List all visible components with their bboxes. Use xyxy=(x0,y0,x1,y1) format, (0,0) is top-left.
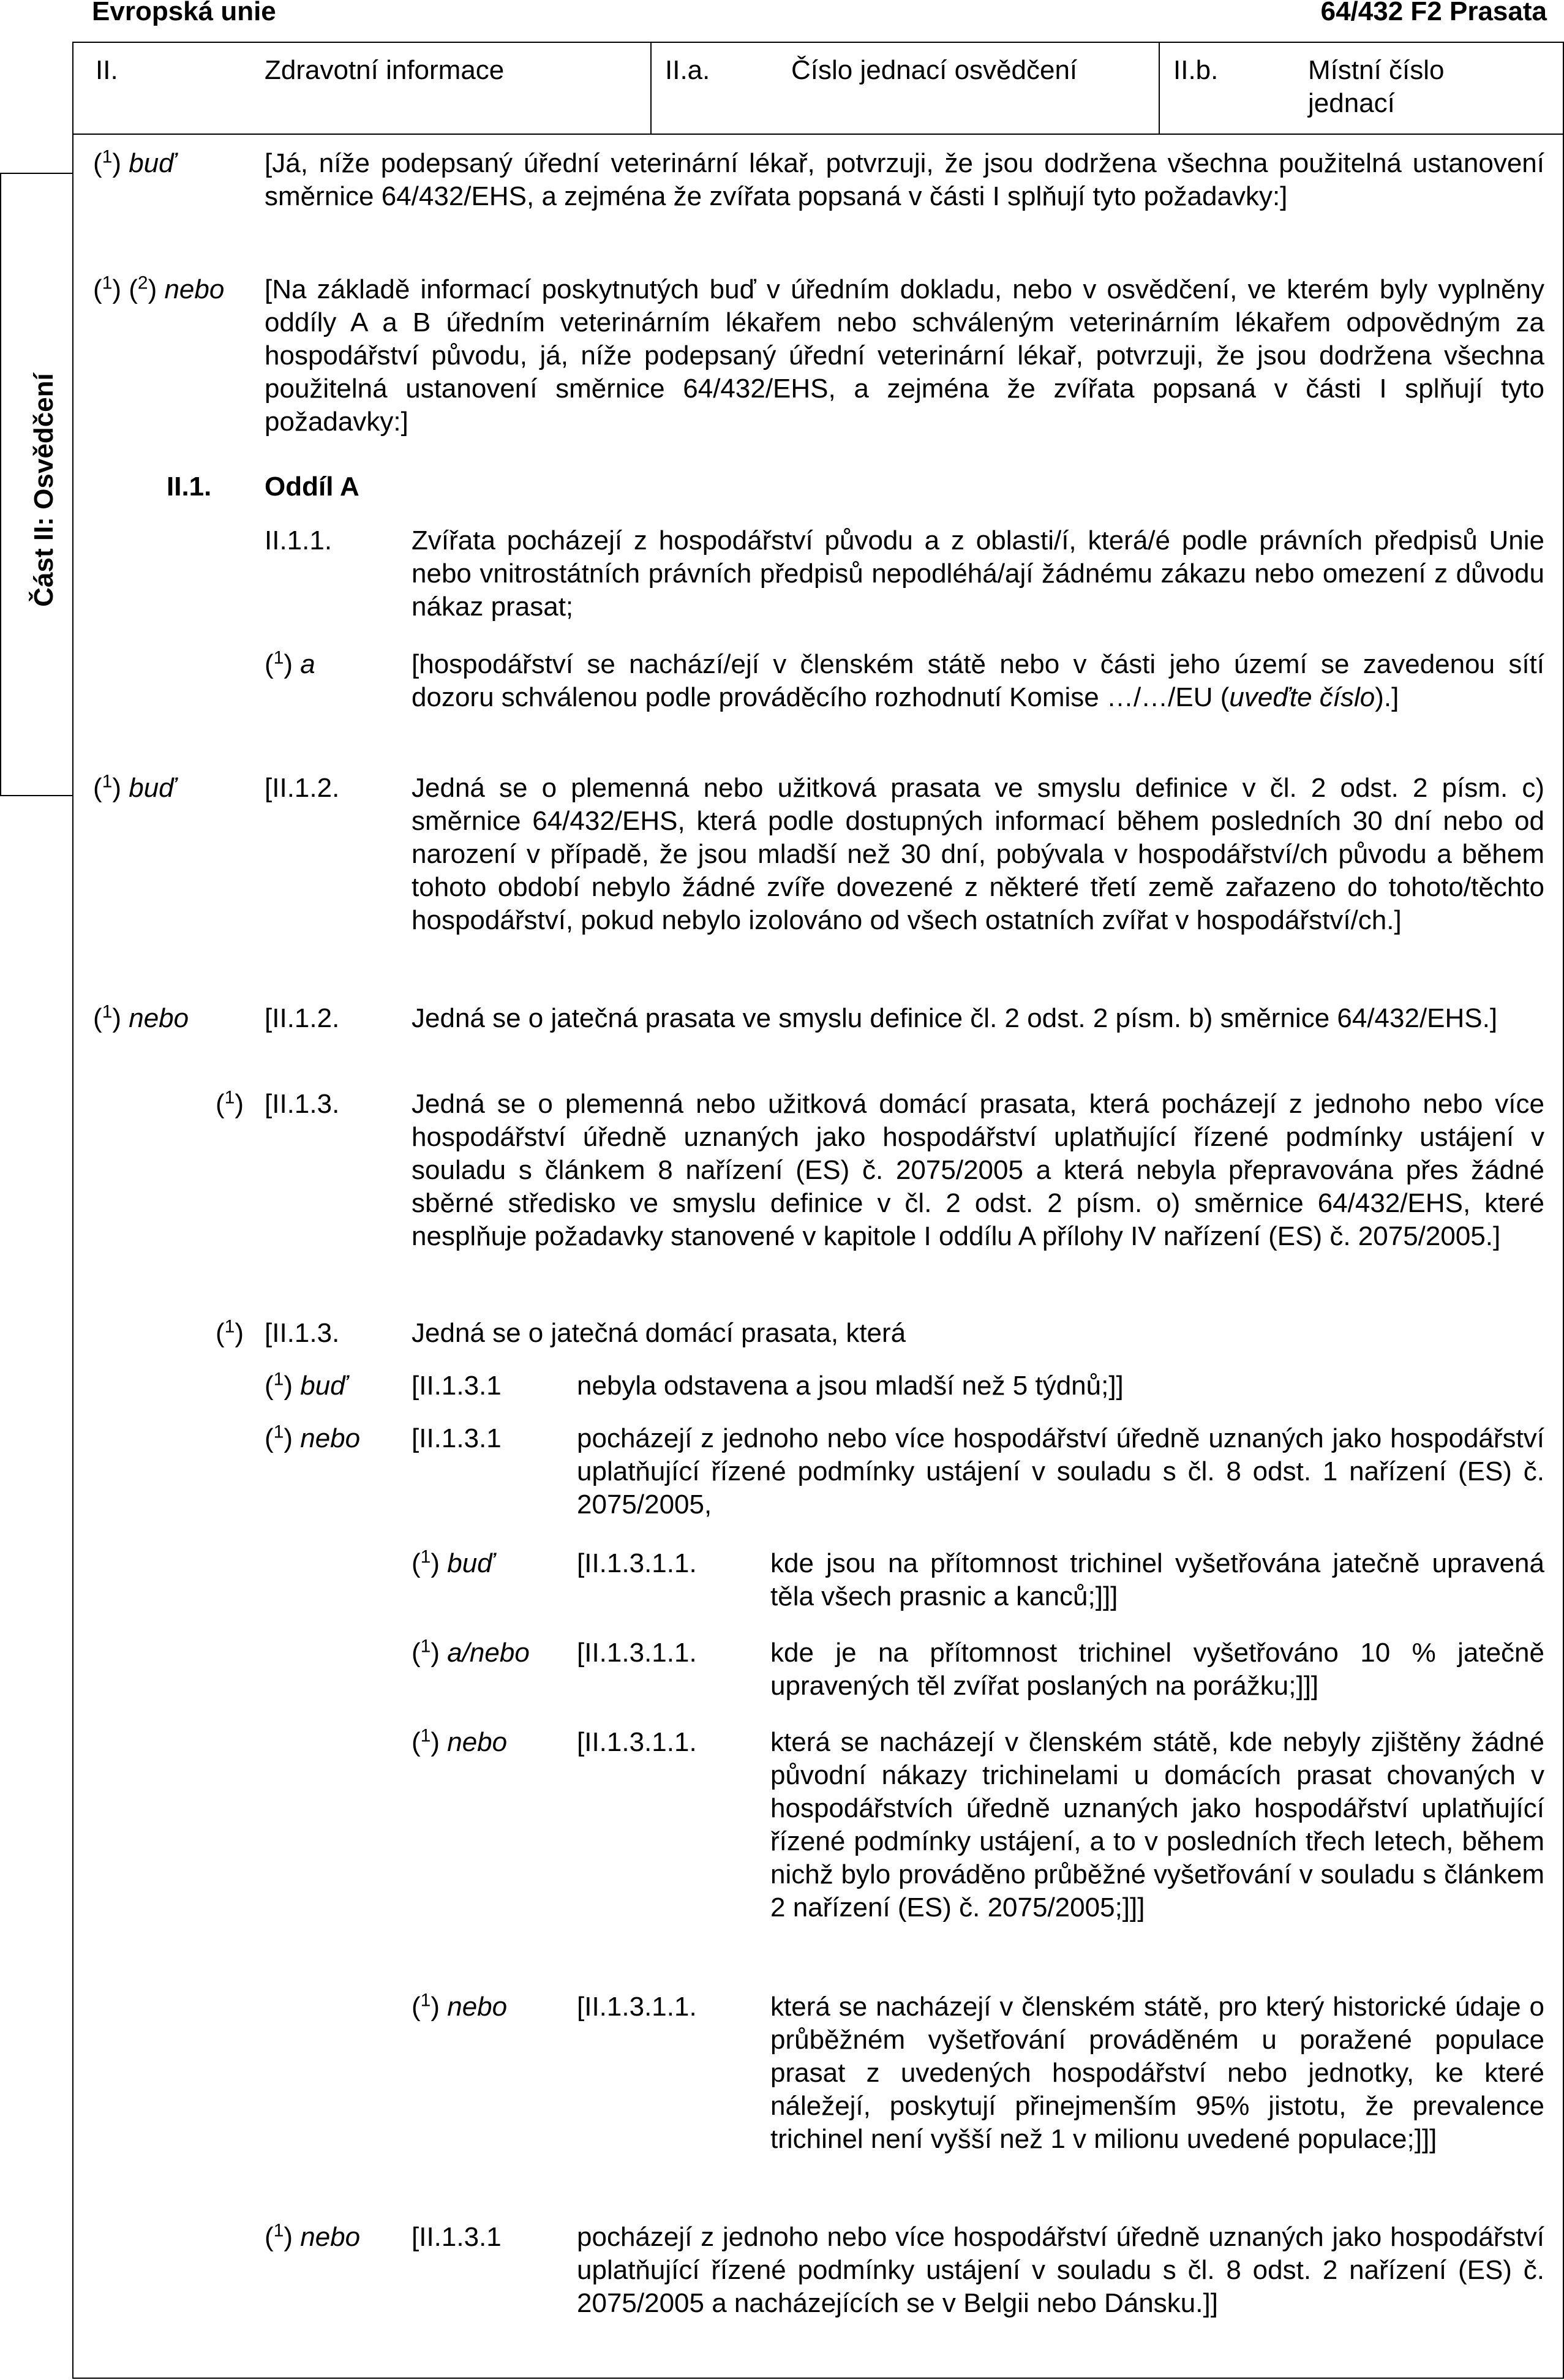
clause-number: [II.1.3.1.1. xyxy=(577,1992,697,2022)
footnote-ref: 1 xyxy=(273,647,284,668)
clause-text: která se nacházejí v členském státě, pro který historické údaje o průběžném vyšetřování prováděném u poražené populace prasat z uvedených hospodářství nebo jednotky, ke které náležejí, poskytují přinejmenším 95% jistotu, že prevalence trichinel není vyšší než 1 v milionu uvedené populace;]]] xyxy=(770,1992,1544,2154)
option-word: nebo xyxy=(447,1727,508,1757)
footnote-ref: 1 xyxy=(224,1316,235,1337)
clause-number: II.1.1. xyxy=(265,525,333,555)
table-top-border xyxy=(72,42,1564,43)
header-cell-ref-label: II.a. xyxy=(665,55,710,85)
option-marker: ($^1$) xyxy=(216,1087,244,1119)
header-cell-section-title: Zdravotní informace xyxy=(265,55,505,85)
header-cell-section-num: II. xyxy=(96,55,118,85)
option-marker: ($^1$) a/nebo xyxy=(412,1636,530,1668)
header-right: 64/432 F2 Prasata xyxy=(1320,0,1547,26)
option-marker: ($^1$) nebo xyxy=(412,1725,508,1757)
clause-number: [II.1.3. xyxy=(265,1089,340,1119)
clause-text: pocházejí z jednoho nebo více hospodářství úředně uznaných jako hospodářství uplatňující řízené podmínky ustájení v souladu s čl. 8 odst. 1 nařízení (ES) č. 2075/2005, xyxy=(577,1423,1544,1520)
table-left-border xyxy=(72,42,73,2379)
footnote-ref: 1 xyxy=(224,1087,235,1108)
clause-number: [II.1.2. xyxy=(265,773,340,803)
footnote-ref: 1 xyxy=(420,1636,431,1657)
footnote-ref: 1 xyxy=(420,1546,431,1567)
paragraph-2: [Na základě informací poskytnutých buď v úředním dokladu, nebo v osvědčení, ve kterém byly vyplněny oddíly A a B úředním veterinárním lékařem nebo schváleným veterinárním lékařem odpovědným za hospodářství původu, já, níže podepsaný úřední veterinární lékař, potvrzuji, že jsou dodržena všechna použitelná ustanovení směrnice 64/432/EHS, a zejména že zvířata popsaná v části I splňují tyto požadavky:] xyxy=(265,274,1544,437)
clause-text: Jedná se o jatečná prasata ve smyslu definice čl. 2 odst. 2 písm. b) směrnice 64/432/EHS.] xyxy=(412,1003,1498,1033)
clause-number: [II.1.3.1.1. xyxy=(577,1727,697,1757)
option-word: a xyxy=(300,649,315,679)
option-word: buď xyxy=(129,773,176,803)
clause-text: která se nacházejí v členském státě, kde nebyly zjištěny žádné původní nákazy trichinelami u domácích prasat chovaných v hospodářstvích úředně uznaných jako hospodářství uplatňující řízené podmínky ustájení, a to v posledních třech letech, během nichž bylo prováděno průběžné vyšetřování v souladu s článkem 2 nařízení (ES) č. 2075/2005;]]] xyxy=(770,1727,1544,1922)
clause-text-italic: uveďte číslo xyxy=(1229,682,1375,712)
side-box-bottom xyxy=(0,795,73,796)
option-marker-p2: ($^1$) ($^2$) nebo xyxy=(93,273,225,304)
clause-text: kde je na přítomnost trichinel vyšetřováno 10 % jatečně upravených těl zvířat poslaných na porážku;]]] xyxy=(770,1638,1544,1701)
side-label: Část II: Osvědčení xyxy=(29,373,59,607)
option-marker: ($^1$) nebo xyxy=(265,2220,361,2252)
header-cell-ref-title: Číslo jednací osvědčení xyxy=(791,55,1078,85)
clause-text: pocházejí z jednoho nebo více hospodářství úředně uznaných jako hospodářství uplatňující řízené podmínky ustájení v souladu s čl. 8 odst. 2 nařízení (ES) č. 2075/2005 a nacházejících se v Belgii nebo Dánsku.]] xyxy=(577,2222,1544,2318)
clause-text: Zvířata pocházejí z hospodářství původu a z oblasti/í, která/é podle právních předpisů Unie nebo vnitrostátních právních předpisů nepodléhá/ají žádnému zákazu nebo omezení z důvodu nákaz prasat; xyxy=(412,525,1544,622)
clause-text: Jedná se o plemenná nebo užitková domácí prasata, která pocházejí z jednoho nebo více hospodářství úředně uznaných jako hospodářství uplatňující řízené podmínky ustájení v souladu s článkem 8 nařízení (ES) č. 2075/2005 a která nebyla přepravována přes žádné sběrné středisko ve smyslu definice v čl. 2 odst. 2 písm. o) směrnice 64/432/EHS, které nesplňuje požadavky stanovené v kapitole I oddílu A přílohy IV nařízení (ES) č. 2075/2005.] xyxy=(412,1089,1544,1251)
clause-number: [II.1.3.1.1. xyxy=(577,1548,697,1578)
option-marker: ($^1$) buď xyxy=(93,771,176,803)
option-marker-p1: ($^1$) buď xyxy=(93,146,176,178)
clause-text-network xyxy=(412,648,1544,714)
clause-number: [II.1.3. xyxy=(265,1318,340,1348)
clause-number: [II.1.3.1.1. xyxy=(577,1638,697,1668)
option-marker: ($^1$) xyxy=(216,1316,244,1348)
option-word: a/nebo xyxy=(447,1638,530,1668)
clause-text: Jedná se o jatečná domácí prasata, která xyxy=(412,1318,906,1348)
clause-number: [II.1.3.1 xyxy=(412,1371,502,1401)
option-word: nebo xyxy=(300,2222,361,2252)
clause-text: kde jsou na přítomnost trichinel vyšetřována jatečně upravená těla všech prasnic a kanců;]]] xyxy=(770,1548,1544,1611)
section-number: II.1. xyxy=(167,472,212,502)
header-cell-local-label: II.b. xyxy=(1173,55,1219,85)
side-box-left xyxy=(0,173,1,796)
footnote-ref: 1 xyxy=(273,1369,284,1390)
paragraph-1: [Já, níže podepsaný úřední veterinární lékař, potvrzuji, že jsou dodržena všechna použitelná ustanovení směrnice 64/432/EHS, a zejména že zvířata popsaná v části I splňují tyto požadavky:] xyxy=(265,148,1544,211)
option-word: buď xyxy=(129,148,176,178)
header-divider-1 xyxy=(650,42,652,135)
footnote-ref: 1 xyxy=(102,1001,113,1022)
header-cell-local-title: Místní číslo jednací xyxy=(1308,55,1445,118)
option-marker: ($^1$) nebo xyxy=(265,1422,361,1453)
section-title: Oddíl A xyxy=(265,472,359,502)
footnote-ref-2: 2 xyxy=(137,273,148,293)
header-row-bottom-border xyxy=(72,134,1564,135)
clause-text: Jedná se o plemenná nebo užitková prasata ve smyslu definice v čl. 2 odst. 2 písm. c) směrnice 64/432/EHS, která podle dostupných informací během posledních 30 dní nebo od narození v případě, že jsou mladší než 30 dní, pobývala v hospodářství/ch původu a během tohoto období nebylo žádné zvíře dovezené z některé třetí země zařazeno do tohoto/těchto hospodářství, pokud nebylo izolováno od všech ostatních zvířat v hospodářství/ch.] xyxy=(412,773,1544,935)
option-word: nebo xyxy=(129,1003,189,1033)
header-left: Evropská unie xyxy=(92,0,276,26)
footnote-ref: 1 xyxy=(102,146,113,167)
footnote-ref: 1 xyxy=(102,273,113,293)
option-word: nebo xyxy=(300,1423,361,1453)
footnote-ref: 1 xyxy=(420,1990,431,2011)
clause-text: nebyla odstavena a jsou mladší než 5 týdnů;]] xyxy=(577,1371,1124,1401)
footnote-ref: 1 xyxy=(102,771,113,792)
option-marker: ($^1$) a xyxy=(265,647,315,679)
footnote-ref: 1 xyxy=(273,2220,284,2241)
clause-number: [II.1.3.1 xyxy=(412,2222,502,2252)
clause-text-part: [hospodářství se nachází/ejí v členském státě nebo v části jeho území se zavedenou sítí dozoru schválenou podle prováděcího rozhodnutí Komise …/…/EU ( xyxy=(412,649,1544,712)
option-word: nebo xyxy=(447,1992,508,2022)
side-box-top xyxy=(0,173,73,174)
option-word: buď xyxy=(300,1371,347,1401)
clause-number: [II.1.3.1 xyxy=(412,1423,502,1453)
footnote-ref: 1 xyxy=(273,1422,284,1442)
option-word: buď xyxy=(447,1548,494,1578)
clause-number: [II.1.2. xyxy=(265,1003,340,1033)
option-marker: ($^1$) buď xyxy=(412,1546,494,1578)
footnote-ref: 1 xyxy=(420,1725,431,1746)
table-bottom-border xyxy=(72,2378,1564,2379)
option-word: nebo xyxy=(164,274,225,304)
header-divider-2 xyxy=(1159,42,1160,135)
option-marker: ($^1$) nebo xyxy=(93,1001,189,1033)
clause-text-part: ).] xyxy=(1375,682,1399,712)
option-marker: ($^1$) nebo xyxy=(412,1990,508,2022)
option-marker: ($^1$) buď xyxy=(265,1369,347,1401)
